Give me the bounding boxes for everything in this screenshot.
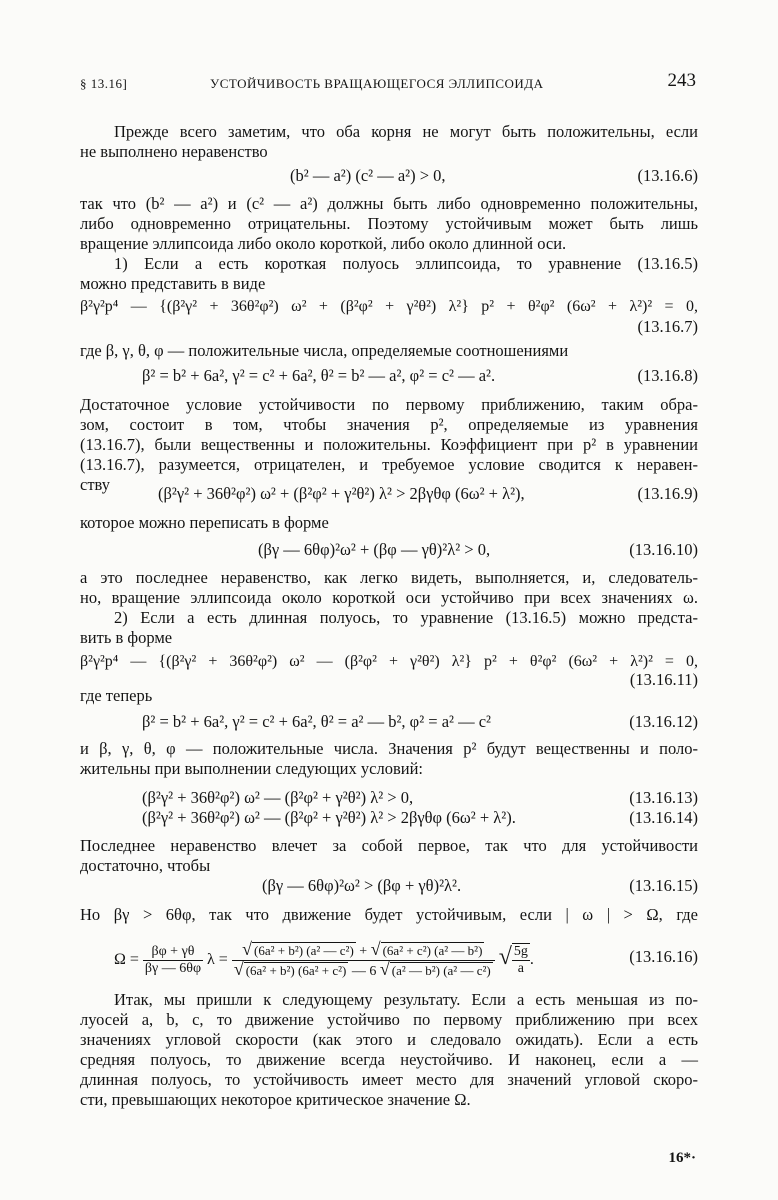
eq-number: (13.16.10) <box>629 540 698 559</box>
text-line: где теперь <box>80 686 153 705</box>
equation-13-16-8: β² = b² + 6a², γ² = c² + 6a², θ² = b² — a², φ² = c² — a². <box>142 366 496 385</box>
radicand: (6a² + b²) (a² — c²) <box>253 942 354 958</box>
text-line: ству <box>80 475 111 494</box>
fraction-numerator: βφ + γθ <box>143 944 203 961</box>
eq-number: (13.16.14) <box>629 808 698 827</box>
sqrt-symbol: √ <box>242 938 252 959</box>
text-line: Достаточное условие устойчивости по первому приближению, таким обра- <box>80 395 698 414</box>
fraction-numerator <box>232 938 495 961</box>
text-line: но, вращение эллипсоида около короткой оси устойчиво при всех значениях ω. <box>80 588 698 607</box>
text-line: достаточно, чтобы <box>80 856 211 875</box>
fraction-denominator: βγ — 6θφ <box>144 960 202 976</box>
page-number: 243 <box>667 70 696 91</box>
equation-13-16-9: (β²γ² + 36θ²φ²) ω² + (β²φ² + γ²θ²) λ² > 2βγθφ (6ω² + λ²), <box>158 484 525 503</box>
lambda-term: λ = <box>207 951 228 968</box>
eq-number: (13.16.9) <box>637 484 698 503</box>
section-ref: § 13.16] <box>80 76 128 91</box>
fraction <box>512 943 530 977</box>
text-line: 2) Если a есть длинная полуось, то уравнение (13.16.5) можно предста- <box>114 608 698 627</box>
signature-mark: 16*· <box>668 1150 696 1166</box>
equation-13-16-14: (β²γ² + 36θ²φ²) ω² — (β²φ² + γ²θ²) λ² > 2βγθφ (6ω² + λ²). <box>142 808 516 827</box>
eq-number: (13.16.11) <box>629 670 698 689</box>
fraction <box>143 944 203 977</box>
radical-fraction <box>232 938 495 980</box>
eq-number: (13.16.12) <box>629 712 698 731</box>
text-line: средняя полуось, то движение всегда неустойчиво. И наконец, если a — <box>80 1050 698 1069</box>
sqrt-symbol: √ <box>498 944 512 970</box>
text-line: где β, γ, θ, φ — положительные числа, определяемые соотношениями <box>80 341 569 360</box>
text-line: вращение эллипсоида либо около короткой, либо около длинной оси. <box>80 234 567 253</box>
equation-13-16-11: β²γ²p⁴ — {(β²γ² + 36θ²φ²) ω² — (β²φ² + γ²θ²) λ²} p² + θ²φ² (6ω² + λ²)² = 0, <box>80 653 698 670</box>
text-line: Последнее неравенство влечет за собой первое, так что для устойчивости <box>80 836 698 855</box>
text-line: (13.16.7), разумеется, отрицателен, и требуемое условие сводится к неравен- <box>80 455 698 474</box>
text-line: Итак, мы пришли к следующему результату. Если a есть меньшая из по- <box>114 990 698 1009</box>
eq-number: (13.16.16) <box>629 947 698 966</box>
equation-13-16-16 <box>114 937 534 977</box>
text-line: луосей a, b, c, то движение устойчиво по первому приближению при всех <box>80 1010 698 1029</box>
equation-13-16-13: (β²γ² + 36θ²φ²) ω² — (β²φ² + γ²θ²) λ² > 0, <box>142 788 414 807</box>
plus-sign: + <box>359 943 368 959</box>
fraction-denominator <box>232 958 495 980</box>
text-line: зом, состоит в том, чтобы значения p², определяемые из уравнения <box>80 415 698 434</box>
radicand: (6a² + b²) (6a² + c²) <box>245 962 347 978</box>
sqrt-symbol: √ <box>233 958 244 979</box>
period: . <box>529 951 534 968</box>
text-line: сти, превышающих некоторое критическое значение Ω. <box>80 1090 471 1109</box>
equation-13-16-7: β²γ²p⁴ — {(β²γ² + 36θ²φ²) ω² + (β²φ² + γ²θ²) λ²} p² + θ²φ² (6ω² + λ²)² = 0, <box>80 298 698 315</box>
text-line: и β, γ, θ, φ — положительные числа. Значения p² будут вещественны и поло- <box>80 739 698 758</box>
text-line: либо одновременно отрицательны. Поэтому устойчивым может быть лишь <box>80 214 698 233</box>
text-line: значениях угловой скорости (как этого и следовало ожидать). Если a есть <box>80 1030 698 1049</box>
text-line: длинная полуось, то устойчивость имеет место для значений угловой скоро- <box>80 1070 698 1089</box>
equation-13-16-6: (b² — a²) (c² — a²) > 0, <box>290 166 446 185</box>
text-line: вить в форме <box>80 628 173 647</box>
text-line: можно представить в виде <box>80 274 266 293</box>
omega-lhs: Ω = <box>114 951 139 968</box>
eq-number: (13.16.13) <box>629 788 698 807</box>
text-line: не выполнено неравенство <box>80 142 268 161</box>
eq-number: (13.16.6) <box>637 166 698 185</box>
text-line: которое можно переписать в форме <box>80 513 329 532</box>
eq-number: (13.16.7) <box>637 317 698 336</box>
text-line: (13.16.7), были вещественны и положительны. Коэффициент при p² в уравнении <box>80 435 698 454</box>
sqrt-symbol: √ <box>379 958 390 979</box>
text-line: Но βγ > 6θφ, так что движение будет устойчивым, если | ω | > Ω, где <box>80 905 698 924</box>
text-line: а это последнее неравенство, как легко видеть, выполняется, и, следователь- <box>80 568 698 587</box>
radicand: (6a² + c²) (a² — b²) <box>382 942 483 958</box>
text-line: жительны при выполнении следующих условий: <box>80 759 423 778</box>
fraction-denominator: a <box>517 961 524 977</box>
equation-13-16-10: (βγ — 6θφ)²ω² + (βφ — γθ)²λ² > 0, <box>258 540 491 559</box>
equation-13-16-12: β² = b² + 6a², γ² = c² + 6a², θ² = a² — b², φ² = a² — c² <box>142 712 491 731</box>
text-line: Прежде всего заметим, что оба корня не могут быть положительны, если <box>114 122 698 141</box>
radicand: (a² — b²) (a² — c²) <box>391 962 491 978</box>
eq-number: (13.16.15) <box>629 876 698 895</box>
text-line: так что (b² — a²) и (c² — a²) должны быть либо одновременно положительны, <box>80 194 698 213</box>
sqrt-symbol: √ <box>370 938 381 959</box>
running-title: УСТОЙЧИВОСТЬ ВРАЩАЮЩЕГОСЯ ЭЛЛИПСОИДА <box>210 76 544 91</box>
equation-13-16-15: (βγ — 6θφ)²ω² > (βφ + γθ)²λ². <box>262 876 462 895</box>
minus-six: — 6 <box>351 963 377 979</box>
text-line: 1) Если a есть короткая полуось эллипсоида, то уравнение (13.16.5) <box>114 254 698 273</box>
eq-number: (13.16.8) <box>637 366 698 385</box>
fraction-numerator: 5g <box>513 944 528 960</box>
